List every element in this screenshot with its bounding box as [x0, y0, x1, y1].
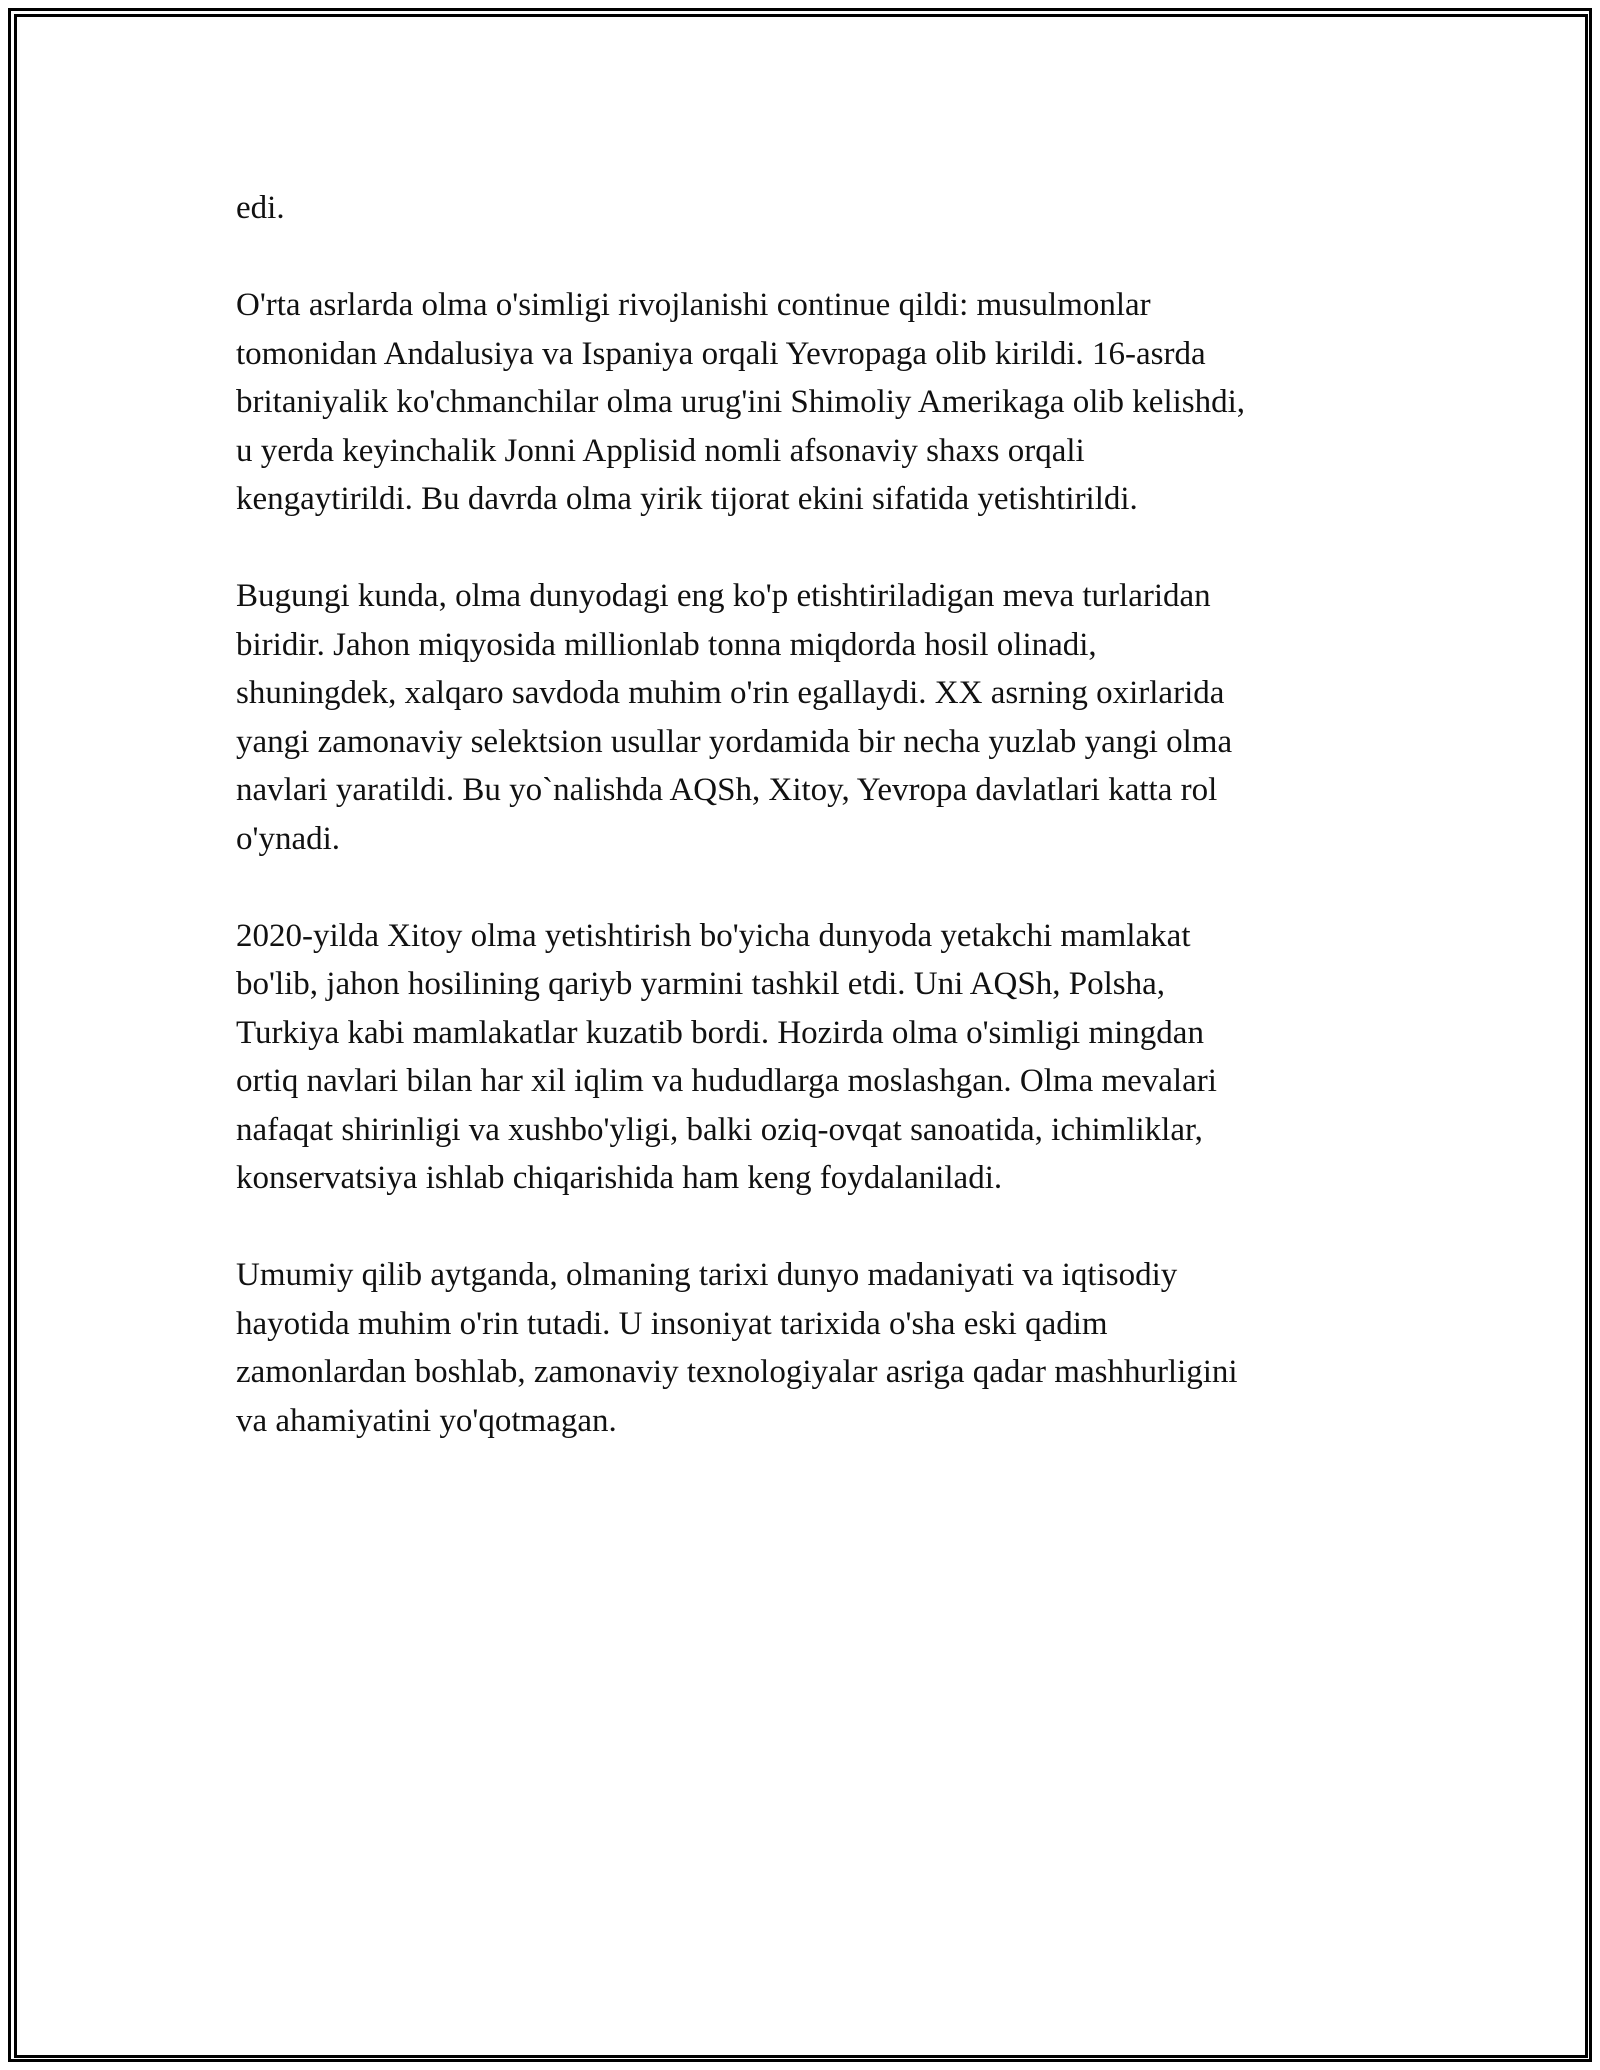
- text-line: 2020-yilda Xitoy olma yetishtirish bo'yicha dunyoda yetakchi mamlakat: [236, 917, 1191, 954]
- text-line: va ahamiyatini yo'qotmagan.: [236, 1402, 617, 1439]
- text-line: britaniyalik ko'chmanchilar olma urug'ini Shimoliy Amerikaga olib kelishdi,: [236, 384, 1246, 420]
- paragraph-conclusion: [236, 1251, 1396, 1445]
- text-line: ortiq navlari bilan har xil iqlim va hududlarga moslashgan. Olma mevalari: [236, 1063, 1217, 1099]
- text-line: edi.: [236, 190, 285, 226]
- paragraph-2020: [236, 912, 1396, 1203]
- document-body: [236, 184, 1396, 1494]
- text-line: navlari yaratildi. Bu yo`nalishda AQSh, Xitoy, Yevropa davlatlari katta rol: [236, 772, 1218, 808]
- text-line: Umumiy qilib aytganda, olmaning tarixi dunyo madaniyati va iqtisodiy: [236, 1257, 1178, 1293]
- text-line: nafaqat shirinligi va xushbo'yligi, balki oziq-ovqat sanoatida, ichimliklar,: [236, 1111, 1203, 1148]
- text-line: yangi zamonaviy selektsion usullar yordamida bir necha yuzlab yangi olma: [236, 723, 1233, 760]
- paragraph-middle-ages: [236, 281, 1396, 524]
- text-line: u yerda keyinchalik Jonni Applisid nomli afsonaviy shaxs orqali: [236, 432, 1085, 469]
- text-line: zamonlardan boshlab, zamonaviy texnologiyalar asriga qadar mashhurligini: [236, 1354, 1238, 1390]
- paragraph-continuation: [236, 184, 1396, 233]
- paragraph-today: [236, 572, 1396, 863]
- text-line: kengaytirildi. Bu davrda olma yirik tijorat ekini sifatida yetishtirildi.: [236, 481, 1138, 517]
- text-line: Turkiya kabi mamlakatlar kuzatib bordi. Hozirda olma o'simligi mingdan: [236, 1014, 1204, 1051]
- text-line: konservatsiya ishlab chiqarishida ham keng foydalaniladi.: [236, 1160, 1003, 1196]
- text-line: O'rta asrlarda olma o'simligi rivojlanishi continue qildi: musulmonlar: [236, 287, 1151, 323]
- text-line: hayotida muhim o'rin tutadi. U insoniyat tarixida o'sha eski qadim: [236, 1305, 1108, 1342]
- text-line: tomonidan Andalusiya va Ispaniya orqali Yevropaga olib kirildi. 16-asrda: [236, 335, 1206, 372]
- text-line: o'ynadi.: [236, 820, 341, 857]
- text-line: shuningdek, xalqaro savdoda muhim o'rin egallaydi. XX asrning oxirlarida: [236, 675, 1225, 711]
- text-line: Bugungi kunda, olma dunyodagi eng ko'p etishtiriladigan meva turlaridan: [236, 578, 1211, 614]
- text-line: bo'lib, jahon hosilining qariyb yarmini tashkil etdi. Uni AQSh, Polsha,: [236, 966, 1165, 1002]
- text-line: biridir. Jahon miqyosida millionlab tonna miqdorda hosil olinadi,: [236, 626, 1097, 663]
